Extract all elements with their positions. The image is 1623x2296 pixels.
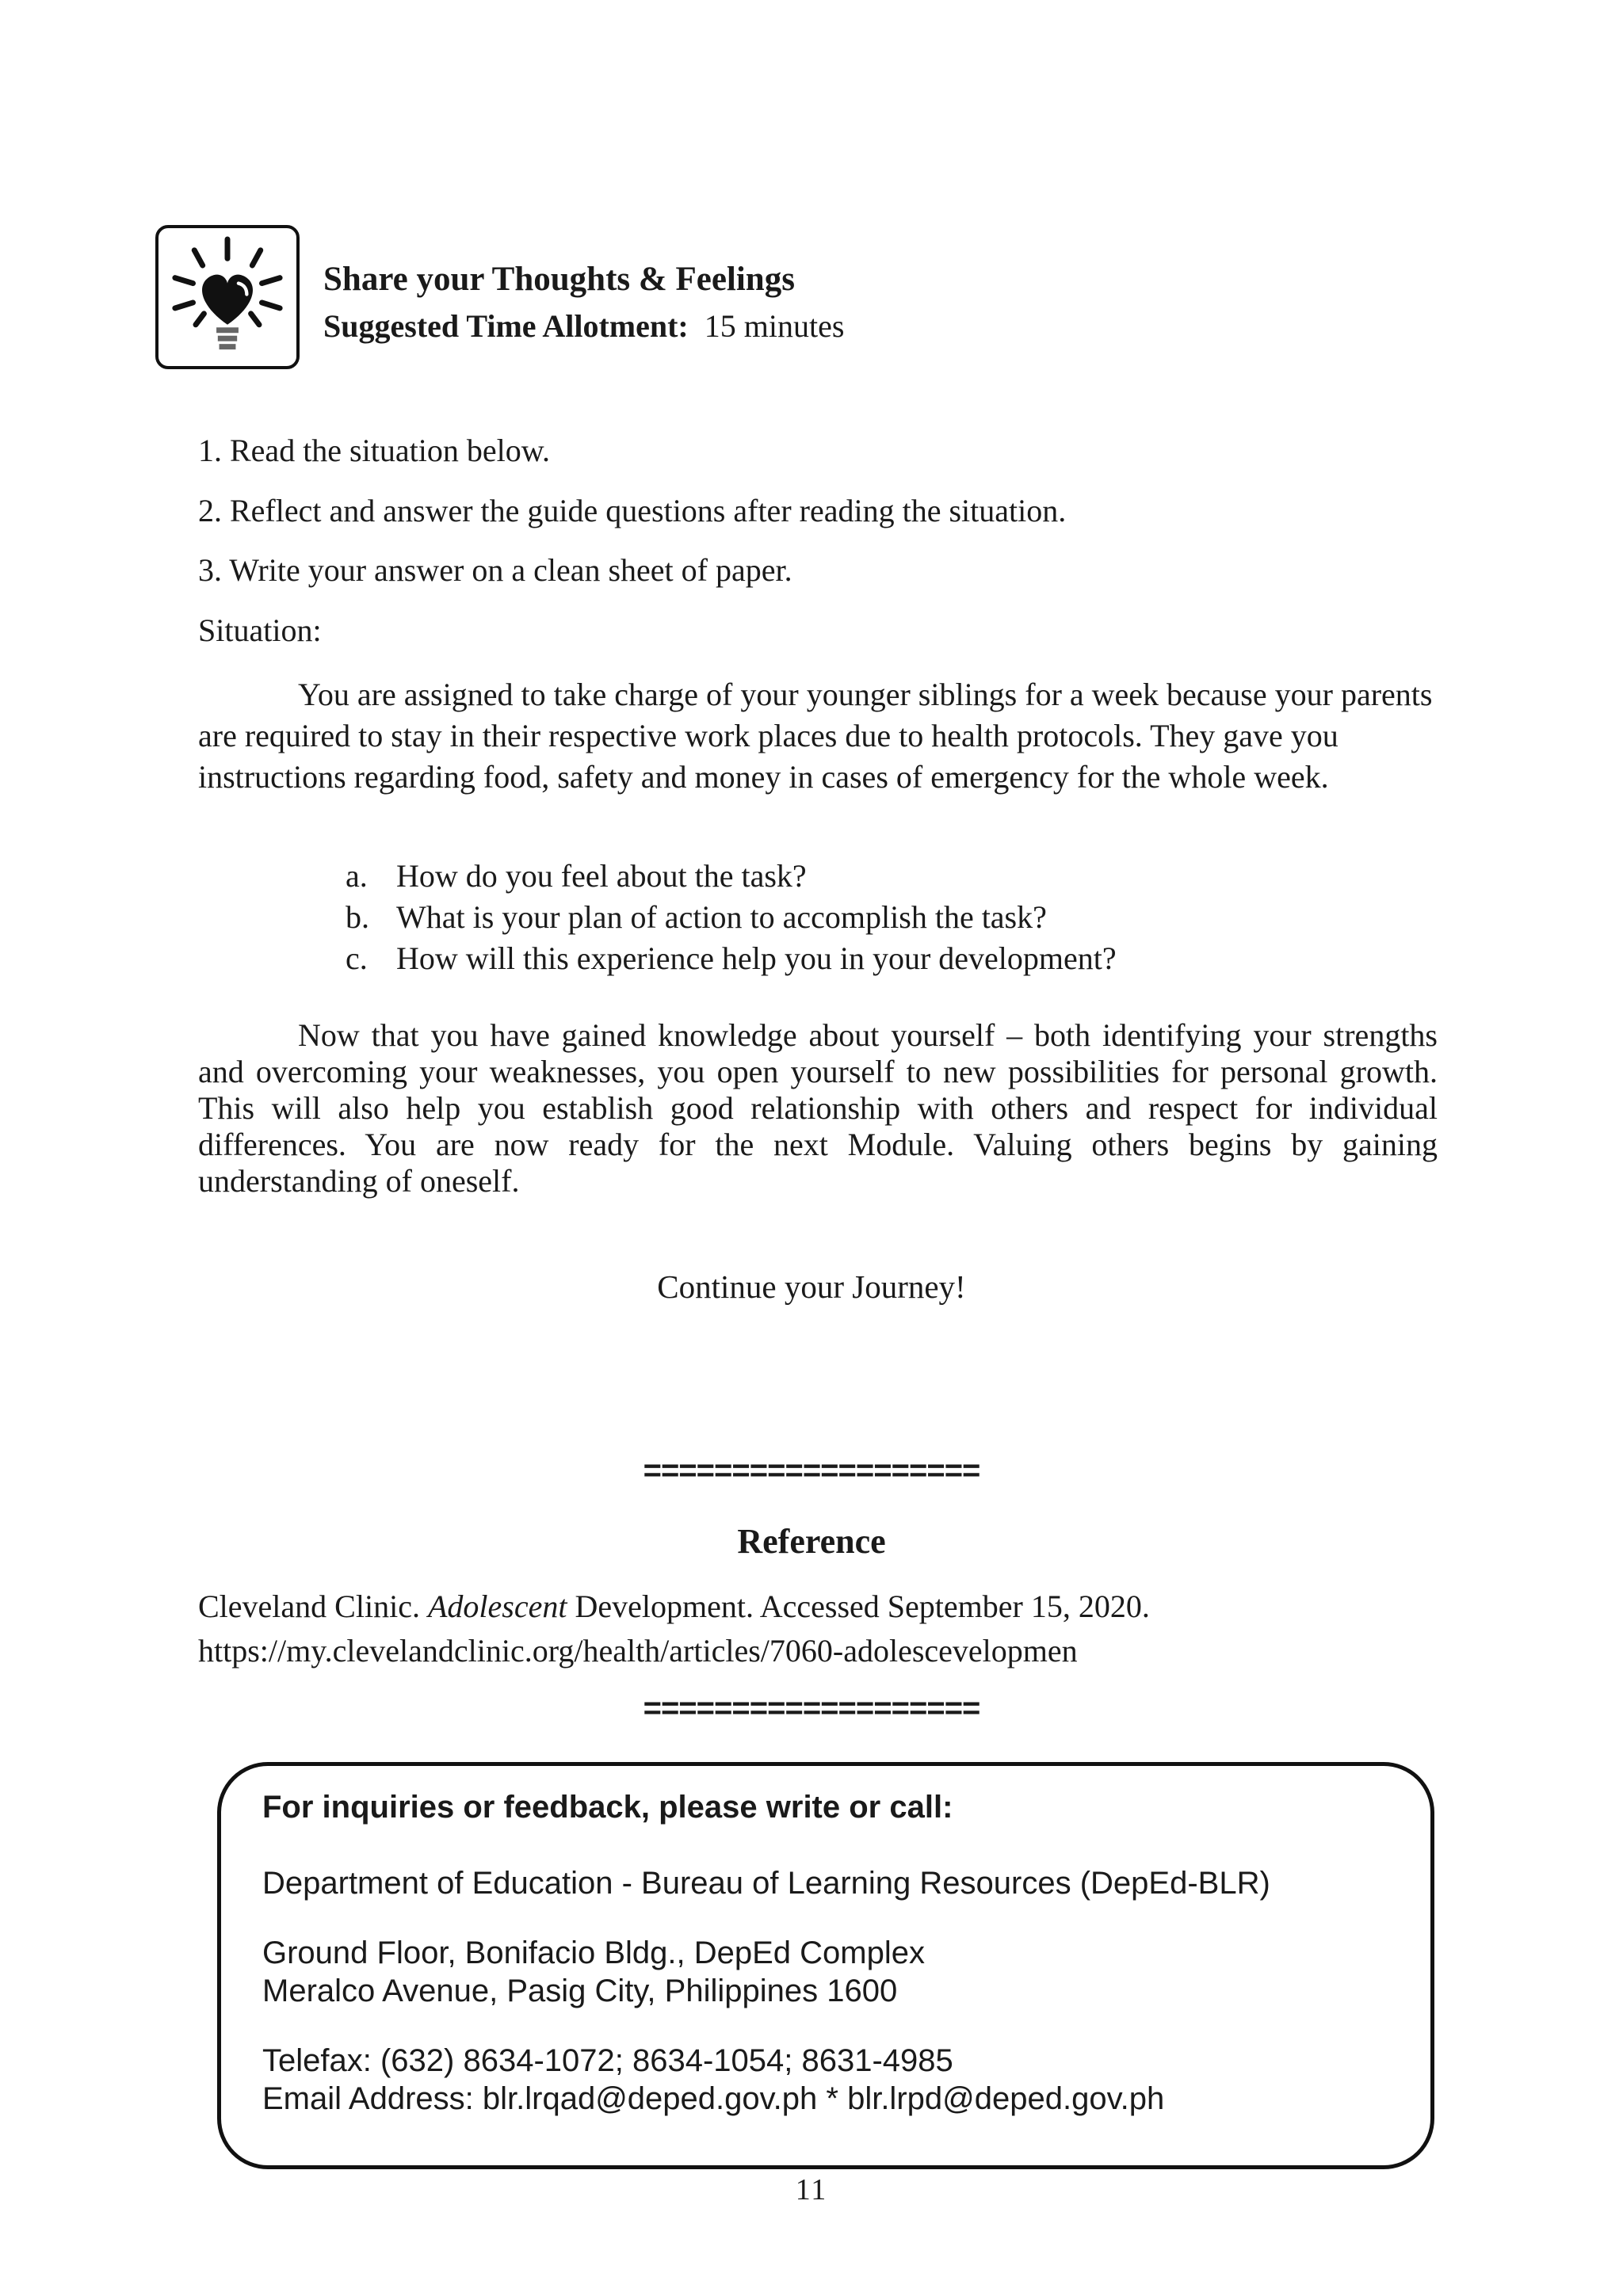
reference-citation [198, 1585, 1150, 1673]
contact-address-line1: Ground Floor, Bonifacio Bldg., DepEd Complex [262, 1936, 925, 1970]
reference-heading: Reference [737, 1522, 886, 1561]
contact-address-line2: Meralco Avenue, Pasig City, Philippines 1600 [262, 1974, 898, 2008]
question-item [346, 897, 1117, 938]
question-letter: c. [346, 940, 368, 976]
time-allotment-label: Suggested Time Allotment: [323, 308, 689, 344]
contact-office: Department of Education - Bureau of Learning Resources (DepEd-BLR) [262, 1866, 1270, 1901]
contact-heading: For inquiries or feedback, please write or call: [262, 1790, 953, 1825]
citation-italic: Adolescent [427, 1589, 567, 1624]
instruction-1: 1. Read the situation below. [198, 433, 550, 468]
reference-url[interactable]: https://my.clevelandclinic.org/health/articles/7060-adolescevelopmen [198, 1633, 1078, 1669]
question-text: What is your plan of action to accomplish the task? [396, 899, 1047, 935]
guide-questions [346, 856, 1117, 979]
time-allotment [323, 307, 844, 345]
question-text: How do you feel about the task? [396, 858, 807, 894]
activity-title: Share your Thoughts & Feelings [323, 261, 795, 298]
contact-box [217, 1762, 1434, 2169]
divider-bottom: =================== [643, 1691, 980, 1726]
citation-line [198, 1585, 1150, 1629]
instruction-3: 3. Write your answer on a clean sheet of paper. [198, 552, 792, 588]
situation-label: Situation: [198, 612, 322, 648]
time-allotment-value: 15 minutes [704, 308, 845, 344]
continue-journey-text: Continue your Journey! [657, 1268, 966, 1305]
question-text: How will this experience help you in your development? [396, 940, 1117, 976]
situation-paragraph: You are assigned to take charge of your younger siblings for a week because your parents are required to stay in their respective work places due to health protocols. They gave you instructions regarding food, safety and money in cases of emergency for the whole week. [198, 677, 1433, 795]
citation-source: Cleveland Clinic. [198, 1589, 428, 1624]
question-letter: b. [346, 899, 369, 935]
question-letter: a. [346, 858, 368, 894]
lightbulb-heart-icon [155, 225, 300, 369]
closing-paragraph: Now that you have gained knowledge about yourself – both identifying your strengths and overcoming your weaknesses, you open yourself to new possibilities for personal growth. This will also help you establish good relationship with others and respect for individual differences. You are now ready for the next Module. Valuing others begins by gaining understanding of oneself. [198, 1017, 1438, 1199]
citation-rest: Development. Accessed September 15, 2020. [567, 1589, 1150, 1624]
divider-top: =================== [643, 1453, 980, 1488]
contact-telefax: Telefax: (632) 8634-1072; 8634-1054; 8631-4985 [262, 2043, 953, 2078]
contact-email: Email Address: blr.lrqad@deped.gov.ph * blr.lrpd@deped.gov.ph [262, 2081, 1165, 2116]
question-item [346, 938, 1117, 979]
question-item [346, 856, 1117, 897]
page-number: 11 [795, 2173, 828, 2206]
instruction-2: 2. Reflect and answer the guide questions after reading the situation. [198, 493, 1067, 528]
